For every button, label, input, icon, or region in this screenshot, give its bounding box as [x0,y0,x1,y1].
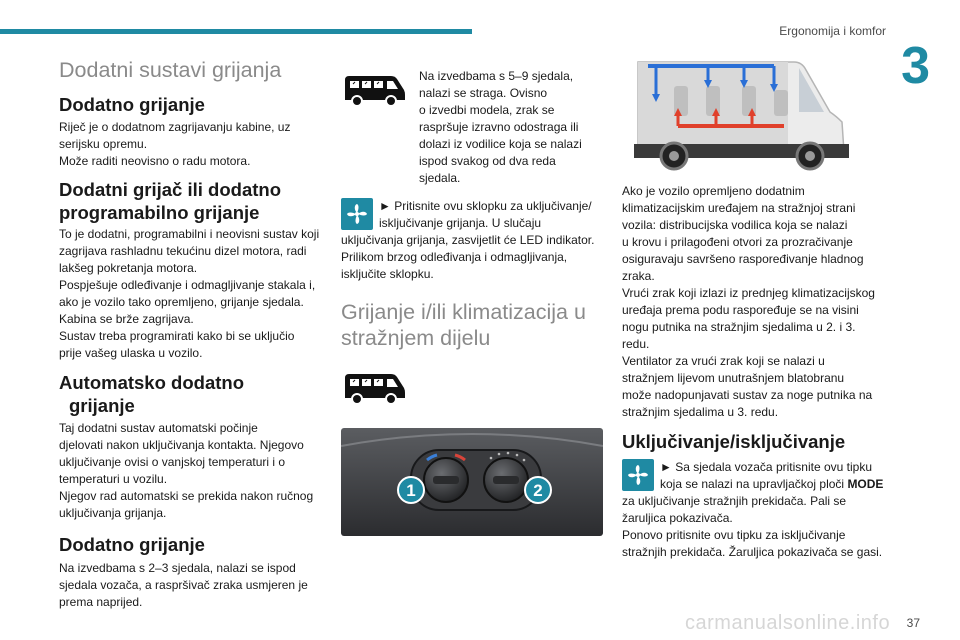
text-line: zagrijava rashladnu tekućinu dizel motora, radi [59,244,307,259]
column-middle [341,56,603,536]
text-line: Na izvedbama s 2–3 sjedala, nalazi se ispod [59,561,296,576]
callout-number-2: 2 [533,480,543,500]
text-line: Prilikom brzog odleđivanja i odmagljivanja, [341,250,568,264]
page-number: 37 [906,616,920,630]
watermark: carmanualsonline.info [685,612,891,634]
text-line: osiguravaju savršeno raspoređivanje hladnog [622,252,864,266]
text-line: Sustav treba programirati kako bi se uključio [59,329,295,344]
text-line: Pospješuje odleđivanje i odmagljivanje stakala i, [59,278,316,293]
text-line: Može raditi neovisno o radu motora. [59,154,251,169]
heading-ukljucivanje: Uključivanje/isključivanje [622,431,846,452]
text-line: uključivanja grijanja. [59,505,167,520]
text-line: Njegov rad automatski se prekida nakon ručnog [59,488,314,503]
heading-line: Automatsko dodatno [59,372,244,394]
paragraph-mode-rest [622,493,887,561]
text-line: Kabina se brže zagrijava. [59,312,194,327]
text-line: zraka. [622,269,655,283]
paragraph-switch-head [379,198,603,232]
text-line: isključite sklopku. [341,267,434,281]
callout-badge-2 [525,477,551,503]
paragraph-klimatizacija [622,183,887,421]
mode-button-note [622,459,887,561]
text-line: Riječ je o dodatnom zagrijavanju kabine, uz [59,120,291,135]
switch-note-head [341,198,603,232]
text-line: stražnjim sjedalima u 3. redu. [622,405,779,419]
column-left [59,56,324,611]
paragraph-mode-head [660,459,887,493]
text-line: sjedala vozača, a raspršivač zraka usmjeren je [59,578,308,593]
section-title-dodatni-sustavi: Dodatni sustavi grijanja [59,58,282,82]
text-line: klimatizacijskim uređajem na stražnjoj strani [622,201,856,215]
chapter-number: 3 [901,37,930,95]
text-line: redu. [622,337,650,351]
paragraph-dodatno-grijanje-2 [59,560,324,611]
fan-icon [341,198,373,230]
text-line: lakšeg pokretanja motora. [59,261,198,276]
rear-control-panel-photo [341,428,603,536]
column-right [622,56,887,561]
title-line: Grijanje i/ili klimatizacija u [341,300,586,324]
van-icon [341,74,407,108]
text-line: u krovu i prilagođeni otvori za prozračivanje [622,235,853,249]
text-line: djelovati nakon uključivanja kontakta. Njegovo [59,437,304,452]
text-line: isključivanje grijanja. U slučaju [379,216,542,230]
text-line: vozila: distribucijska vodilica koja se nalazi [622,218,848,232]
text-line: može nadopunjavati sustav za noge putnika na [622,388,873,402]
text-line: o izvedbi modela, zrak se [419,103,555,117]
heading-dodatni-grijac [59,179,324,224]
text-line: ispod svakog od dva reda [419,154,556,168]
heading-line: Dodatni grijač ili dodatno [59,179,281,201]
callout-number-1: 1 [406,480,416,500]
text-line: serijsku opremu. [59,137,148,152]
text-line: ► Sa sjedala vozača pritisnite ovu tipku [660,459,872,474]
mode-note-head [622,459,887,493]
text-line: za uključivanje stražnjih prekidača. Pali se [622,493,847,508]
paragraph-van-seats [419,68,582,187]
text-line: prije vašeg ulaska u vozilo. [59,346,203,361]
van-airflow-illustration [634,56,849,176]
text-line: temperaturi u vozilu. [59,471,168,486]
paragraph-automatsko-grijanje [59,420,324,522]
text-line: nalazi se straga. Ovisno [419,86,548,100]
heading-dodatno-grijanje: Dodatno grijanje [59,93,205,115]
heading-automatsko-grijanje [59,372,324,417]
text-line: stražnjih prekidača. Žaruljica pokazivača se gasi. [622,544,883,559]
text-line: dolazi iz vodilice koja se nalazi [419,137,582,151]
header-accent-bar [0,29,472,34]
text-line: žaruljica pokazivača. [622,510,733,525]
text-line: sjedala. [419,171,461,185]
text-line: ► Pritisnite ovu sklopku za uključivanje/ [379,199,592,213]
text-line: Ako je vozilo opremljeno dodatnim [622,184,805,198]
text-line: raspršuje izravno odostraga ili [419,120,579,134]
callout-badge-1 [398,477,424,503]
text-span: koja se nalazi na upravljačkoj ploči [660,476,848,491]
van-icon [341,372,603,406]
text-line: uključivanja grijanja, zasvijetlit će LED indikator. [341,233,595,247]
text-line: uređaja prema podu raspoređuje se na visini [622,303,859,317]
switch-note [341,198,603,283]
text-line: Ventilator za vrući zrak koji se nalazi u [622,354,825,368]
text-line: nogu putnika na stražnjim sjedalima u 2. i 3. [622,320,856,334]
section-title-grijanje-klimatizacija [341,300,603,352]
text-line [660,476,887,493]
text-line: prema naprijed. [59,595,143,610]
text-line: Vrući zrak koji izlazi iz prednjeg klimatizacijskog [622,286,875,300]
text-line: Taj dodatni sustav automatski počinje [59,420,258,435]
heading-line: grijanje [69,395,135,417]
heading-line: programabilno grijanje [59,201,260,223]
title-line: stražnjem dijelu [341,325,491,350]
fan-icon [622,459,654,491]
text-line: uključivanje ovisi o vanjskoj temperaturi i o [59,454,286,469]
running-header: Ergonomija i komfor [779,24,886,38]
paragraph-dodatno-grijanje [59,119,324,170]
paragraph-switch-rest [341,232,603,283]
text-line: To je dodatni, programabilni i neovisni sustav koji [59,227,320,242]
text-line: Ponovo pritisnite ovu tipku za isključivanje [622,527,846,542]
text-line: Na izvedbama s 5–9 sjedala, [419,69,574,83]
text-line: stražnjem lijevom unutrašnjem blatobranu [622,371,845,385]
mode-label: MODE [847,476,884,491]
van-note [341,68,603,187]
text-line: ako je vozilo tako opremljeno, grijanje sjedala. [59,295,304,310]
paragraph-dodatni-grijac [59,226,324,362]
heading-dodatno-grijanje-2: Dodatno grijanje [59,533,205,555]
